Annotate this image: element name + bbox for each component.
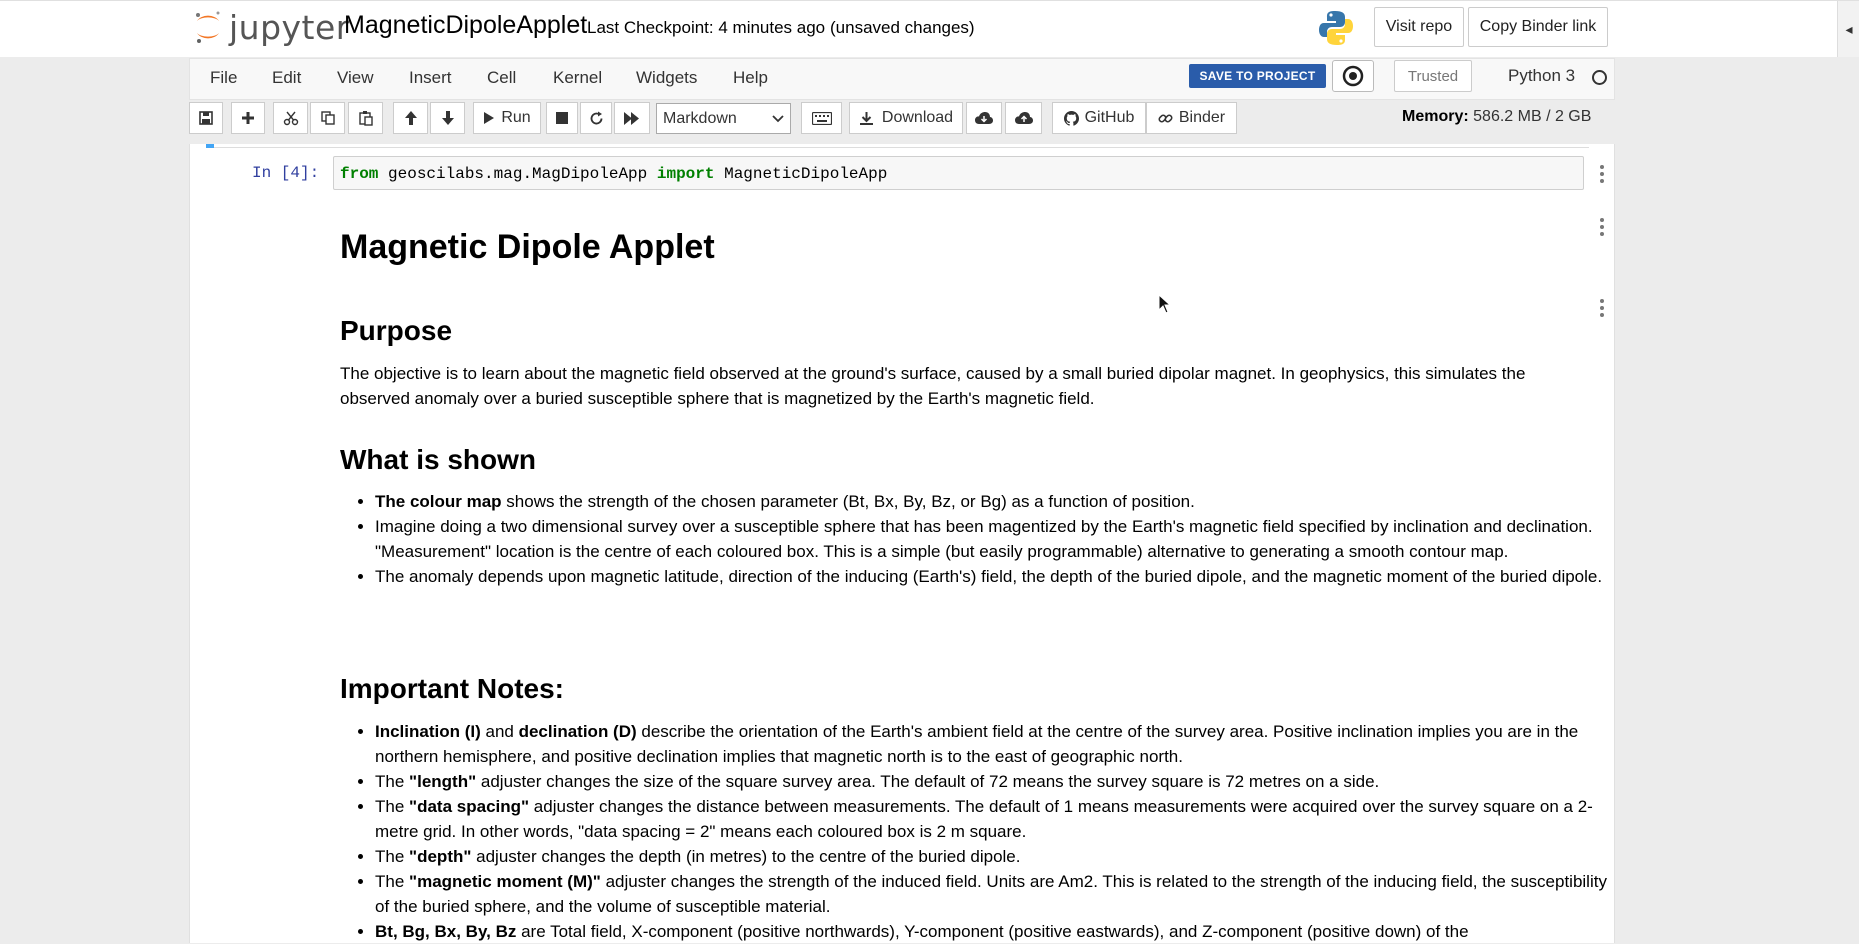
trusted-indicator[interactable]: Trusted <box>1394 60 1472 92</box>
record-button[interactable] <box>1332 60 1374 92</box>
keyboard-icon <box>812 112 832 125</box>
restart-icon <box>589 111 604 126</box>
list-item <box>375 869 1615 919</box>
cloud-upload-button[interactable] <box>1005 102 1042 134</box>
command-palette-button[interactable] <box>801 102 842 134</box>
cloud-download-icon <box>975 111 993 125</box>
notebook-name[interactable]: MagneticDipoleApplet <box>344 11 588 39</box>
input-prompt: In [4]: <box>252 164 320 182</box>
paste-icon <box>358 110 374 126</box>
markdown-title: Magnetic Dipole Applet <box>340 228 715 266</box>
jupyter-logo[interactable] <box>193 7 350 47</box>
note-text: are Total field, X-component (positive northwards), Y-component (positive eastwards), and Z-component (positive down) of the <box>516 922 1469 941</box>
note-bold: "magnetic moment (M)" <box>409 872 601 891</box>
collapse-panel-icon[interactable]: ◂ <box>1837 1 1859 57</box>
save-button[interactable] <box>189 102 223 134</box>
note-text: The <box>375 797 410 816</box>
kernel-name[interactable]: Python 3 <box>1508 66 1576 85</box>
list-item-text: shows the strength of the chosen parameter (Bt, Bx, By, Bz, or Bg) as a function of position. <box>501 492 1195 511</box>
mouse-cursor-icon <box>1158 294 1172 314</box>
note-text: The <box>375 872 410 891</box>
note-text: The <box>375 847 410 866</box>
save-to-project-button[interactable]: SAVE TO PROJECT <box>1189 64 1326 88</box>
memory-label: Memory: <box>1402 108 1469 125</box>
note-text: and <box>480 722 519 741</box>
important-notes-heading: Important Notes: <box>340 673 564 704</box>
cell-type-value: Markdown <box>663 109 737 127</box>
purpose-text: The objective is to learn about the magnetic field observed at the ground's surface, caused by a small buried dipolar magnet. In geophysics, this simulates the observed anomaly over a buried susceptible sphere that is magnetized by the Earth's magnetic field. <box>340 364 1526 408</box>
list-item-text: Imagine doing a two dimensional survey over a susceptible sphere that has been magentized by the Earth's magnetic field specified by inclination and declination. "Measurement" location is the centre of each coloured box. This is a simple (but easily programmable) alternative to generating a smooth contour map. <box>375 517 1593 561</box>
record-icon <box>1342 65 1364 87</box>
python-logo-icon <box>1317 9 1355 47</box>
download-icon <box>859 111 874 126</box>
stop-icon <box>556 112 568 124</box>
note-text: describe the orientation of the Earth's ambient field at the centre of the survey area. Positive inclination implies you are in the northern hemisphere, and positive declination implies that magnetic north is to the east of geographic north. <box>375 722 1579 766</box>
copy-binder-link-button[interactable]: Copy Binder link <box>1468 7 1608 47</box>
run-button[interactable] <box>473 102 541 134</box>
menu-edit[interactable]: Edit <box>272 68 302 87</box>
download-label: Download <box>881 109 954 126</box>
run-label: Run <box>501 109 531 126</box>
jupyter-logo-icon <box>193 9 223 45</box>
copy-icon <box>320 110 336 126</box>
notebook-header <box>0 0 1859 57</box>
previous-cell-edge <box>207 144 1589 148</box>
binder-label: Binder <box>1178 109 1226 126</box>
copy-button[interactable] <box>310 102 345 134</box>
cloud-download-button[interactable] <box>966 102 1002 134</box>
arrow-down-icon <box>441 110 455 126</box>
chevron-down-icon <box>772 115 784 123</box>
purpose-heading: Purpose <box>340 315 453 346</box>
download-button[interactable] <box>849 102 963 134</box>
cloud-upload-icon <box>1015 111 1033 125</box>
cell-menu-icon[interactable] <box>1600 299 1604 320</box>
important-notes-list <box>340 719 1615 944</box>
list-item <box>375 514 1615 564</box>
keyword-import: import <box>656 165 715 183</box>
paste-button[interactable] <box>348 102 383 134</box>
github-button[interactable] <box>1052 102 1146 134</box>
imported-name: MagneticDipoleApp <box>724 165 888 183</box>
note-text: adjuster changes the size of the square survey area. The default of 72 means the survey square is 72 metres on a side. <box>476 772 1380 791</box>
binder-button[interactable] <box>1146 102 1237 134</box>
restart-button[interactable] <box>580 102 612 134</box>
cell-menu-icon[interactable] <box>1600 165 1604 186</box>
play-icon <box>483 111 495 125</box>
menu-insert[interactable]: Insert <box>409 68 452 87</box>
move-up-button[interactable] <box>393 102 428 134</box>
github-label: GitHub <box>1084 109 1135 126</box>
menu-view[interactable]: View <box>337 68 374 87</box>
list-item <box>375 564 1615 589</box>
menu-file[interactable]: File <box>210 68 238 87</box>
note-text: adjuster changes the depth (in metres) to the centre of the buried dipole. <box>471 847 1021 866</box>
note-text: The <box>375 772 410 791</box>
list-item <box>375 489 1615 514</box>
scissors-icon <box>283 110 299 126</box>
insert-cell-button[interactable] <box>231 102 265 134</box>
cell-menu-icon[interactable] <box>1600 218 1604 239</box>
note-bold: "depth" <box>409 847 472 866</box>
note-bold: "data spacing" <box>409 797 530 816</box>
note-bold: Inclination (I) <box>375 722 481 741</box>
note-text: adjuster changes the distance between measurements. The default of 1 means measurements were acquired over the survey square on a 2-metre grid. In other words, "data spacing = 2" means each coloured box is 2 m square. <box>375 797 1593 841</box>
menu-widgets[interactable]: Widgets <box>636 68 698 87</box>
list-item-text: The anomaly depends upon magnetic latitude, direction of the inducing (Earth's) field, the depth of the buried dipole, and the magnetic moment of the buried dipole. <box>375 567 1603 586</box>
list-item <box>375 844 1615 869</box>
note-bold: Bt, Bg, Bx, By, Bz <box>375 922 517 941</box>
arrow-up-icon <box>404 110 418 126</box>
fast-forward-icon <box>624 112 640 125</box>
cut-button[interactable] <box>273 102 308 134</box>
list-item <box>375 719 1615 769</box>
selected-cell-marker <box>206 144 214 148</box>
list-item <box>375 794 1615 844</box>
menu-help[interactable]: Help <box>733 68 768 87</box>
link-icon <box>1158 111 1173 126</box>
memory-usage <box>1402 108 1591 126</box>
keyword-from: from <box>340 165 379 183</box>
cell-type-select[interactable] <box>656 103 791 134</box>
menu-kernel[interactable]: Kernel <box>553 68 603 87</box>
kernel-status-icon <box>1592 70 1607 85</box>
github-icon <box>1064 111 1079 126</box>
memory-value: 586.2 MB / 2 GB <box>1473 108 1592 125</box>
checkpoint-status: Last Checkpoint: 4 minutes ago <box>587 18 826 37</box>
what-is-shown-heading: What is shown <box>340 444 536 475</box>
module-path: geoscilabs.mag.MagDipoleApp <box>388 165 648 183</box>
code-cell-editor[interactable] <box>333 156 1584 190</box>
list-item <box>375 769 1615 794</box>
plus-icon <box>241 111 255 125</box>
note-text: adjuster changes the strength of the induced field. Units are Am2. This is related to the strength of the inducing field, the susceptibility of the buried sphere, and the volume of susceptible material. <box>375 872 1607 916</box>
restart-run-all-button[interactable] <box>614 102 650 134</box>
autosave-status: (unsaved changes) <box>830 18 975 37</box>
what-is-shown-list <box>340 489 1615 589</box>
menu-cell[interactable]: Cell <box>487 68 517 87</box>
list-item-bold: The colour map <box>375 492 502 511</box>
note-bold: declination (D) <box>518 722 637 741</box>
move-down-button[interactable] <box>430 102 465 134</box>
visit-repo-button[interactable]: Visit repo <box>1374 7 1464 47</box>
note-bold: "length" <box>409 772 477 791</box>
interrupt-button[interactable] <box>546 102 578 134</box>
jupyter-logo-text: jupyter <box>229 7 350 47</box>
save-icon <box>199 111 213 125</box>
list-item <box>375 919 1615 944</box>
